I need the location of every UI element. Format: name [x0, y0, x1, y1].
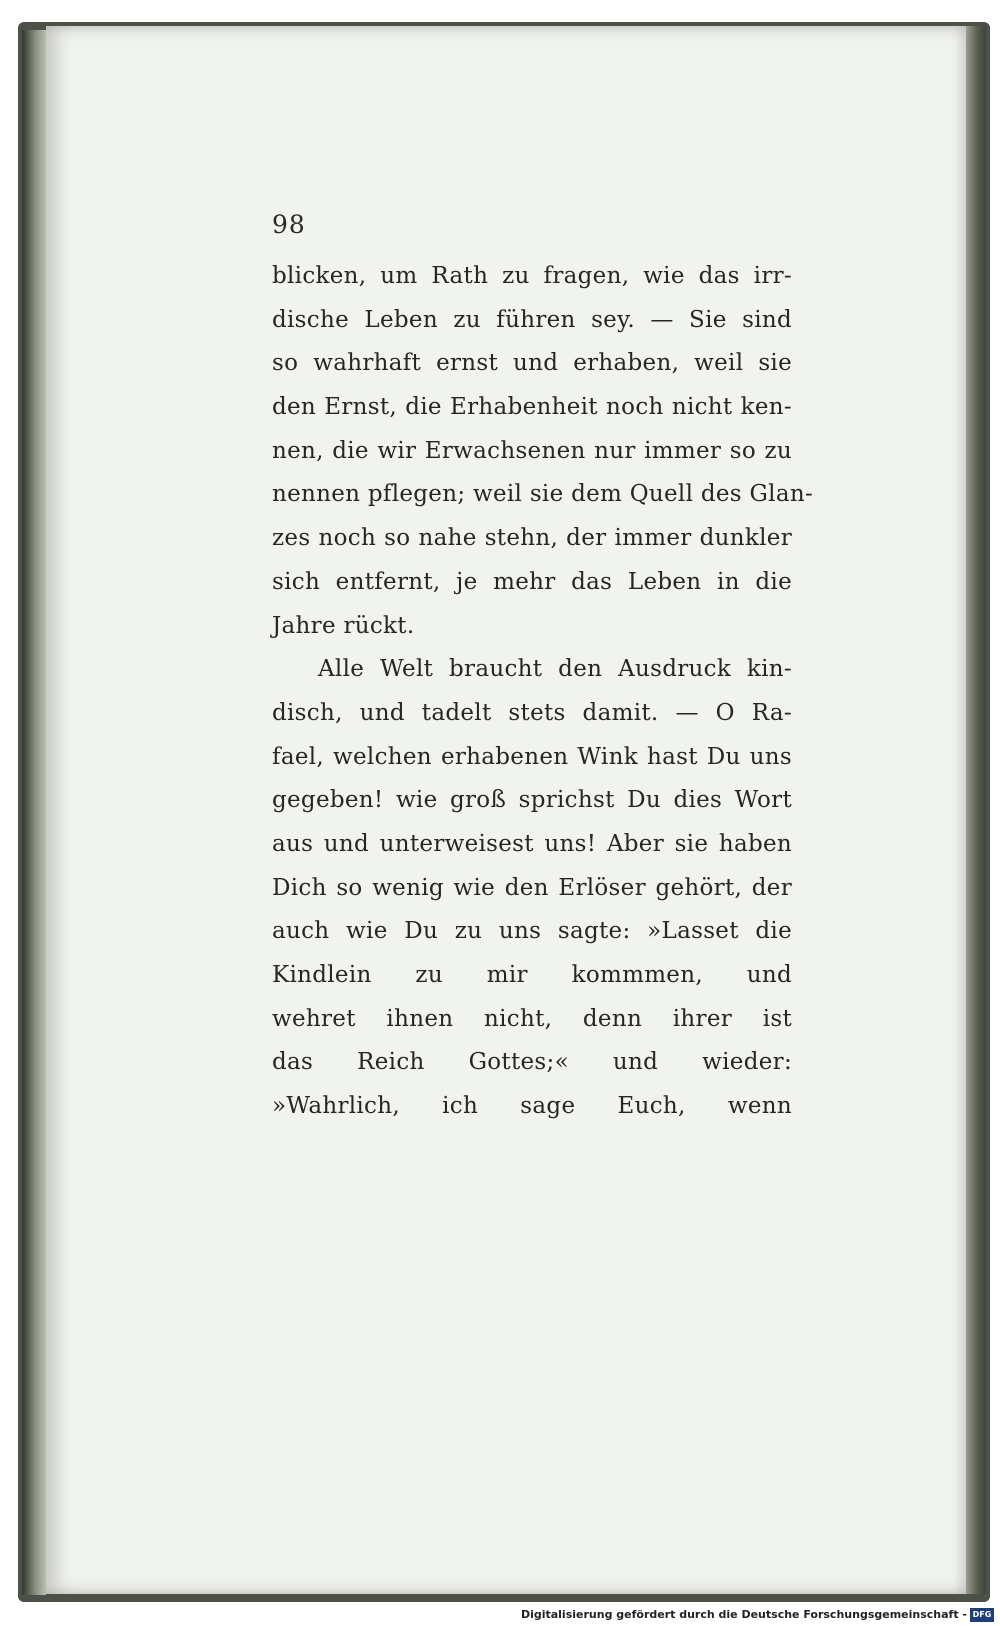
text-line: aus und unterweisest uns! Aber sie haben: [272, 830, 792, 857]
text-line: Jahre rückt.: [272, 612, 415, 639]
text-line: gegeben! wie groß sprichst Du dies Wort: [272, 787, 792, 814]
text-line: nennen pflegen; weil sie dem Quell des Glan-: [272, 481, 814, 508]
text-line: fael, welchen erhabenen Wink hast Du uns: [272, 743, 792, 770]
text-line: Kindlein zu mir kommmen, und: [272, 962, 792, 988]
text-line: Dich so wenig wie den Erlöser gehört, der: [272, 874, 792, 901]
text-line: Alle Welt braucht den Ausdruck kin-: [318, 656, 792, 683]
text-line: »Wahrlich, ich sage Euch, wenn: [272, 1093, 792, 1120]
text-line: nen, die wir Erwachsenen nur immer so zu: [272, 437, 792, 464]
text-line: dische Leben zu führen sey. — Sie sind: [272, 306, 792, 333]
body-text: [272, 255, 814, 1129]
text-line: das Reich Gottes;« und wieder:: [272, 1049, 792, 1076]
text-line: zes noch so nahe stehn, der immer dunkler: [272, 525, 792, 552]
page-number: 98: [272, 210, 306, 239]
text-line: auch wie Du zu uns sagte: »Lasset die: [272, 918, 792, 945]
text-line: den Ernst, die Erhabenheit noch nicht ken-: [272, 394, 792, 421]
text-line: blicken, um Rath zu fragen, wie das irr-: [272, 263, 792, 289]
book-spine-right: [966, 26, 986, 1594]
book-edge-left: [22, 30, 46, 1595]
funding-credit: Digitalisierung gefördert durch die Deutsche Forschungsgemeinschaft -: [520, 1608, 967, 1621]
text-line: disch, und tadelt stets damit. — O Ra-: [272, 699, 792, 726]
text-line: wehret ihnen nicht, denn ihrer ist: [272, 1005, 792, 1032]
text-line: sich entfernt, je mehr das Leben in die: [272, 568, 792, 595]
text-line: so wahrhaft ernst und erhaben, weil sie: [272, 350, 792, 377]
dfg-logo: DFG: [970, 1608, 994, 1622]
